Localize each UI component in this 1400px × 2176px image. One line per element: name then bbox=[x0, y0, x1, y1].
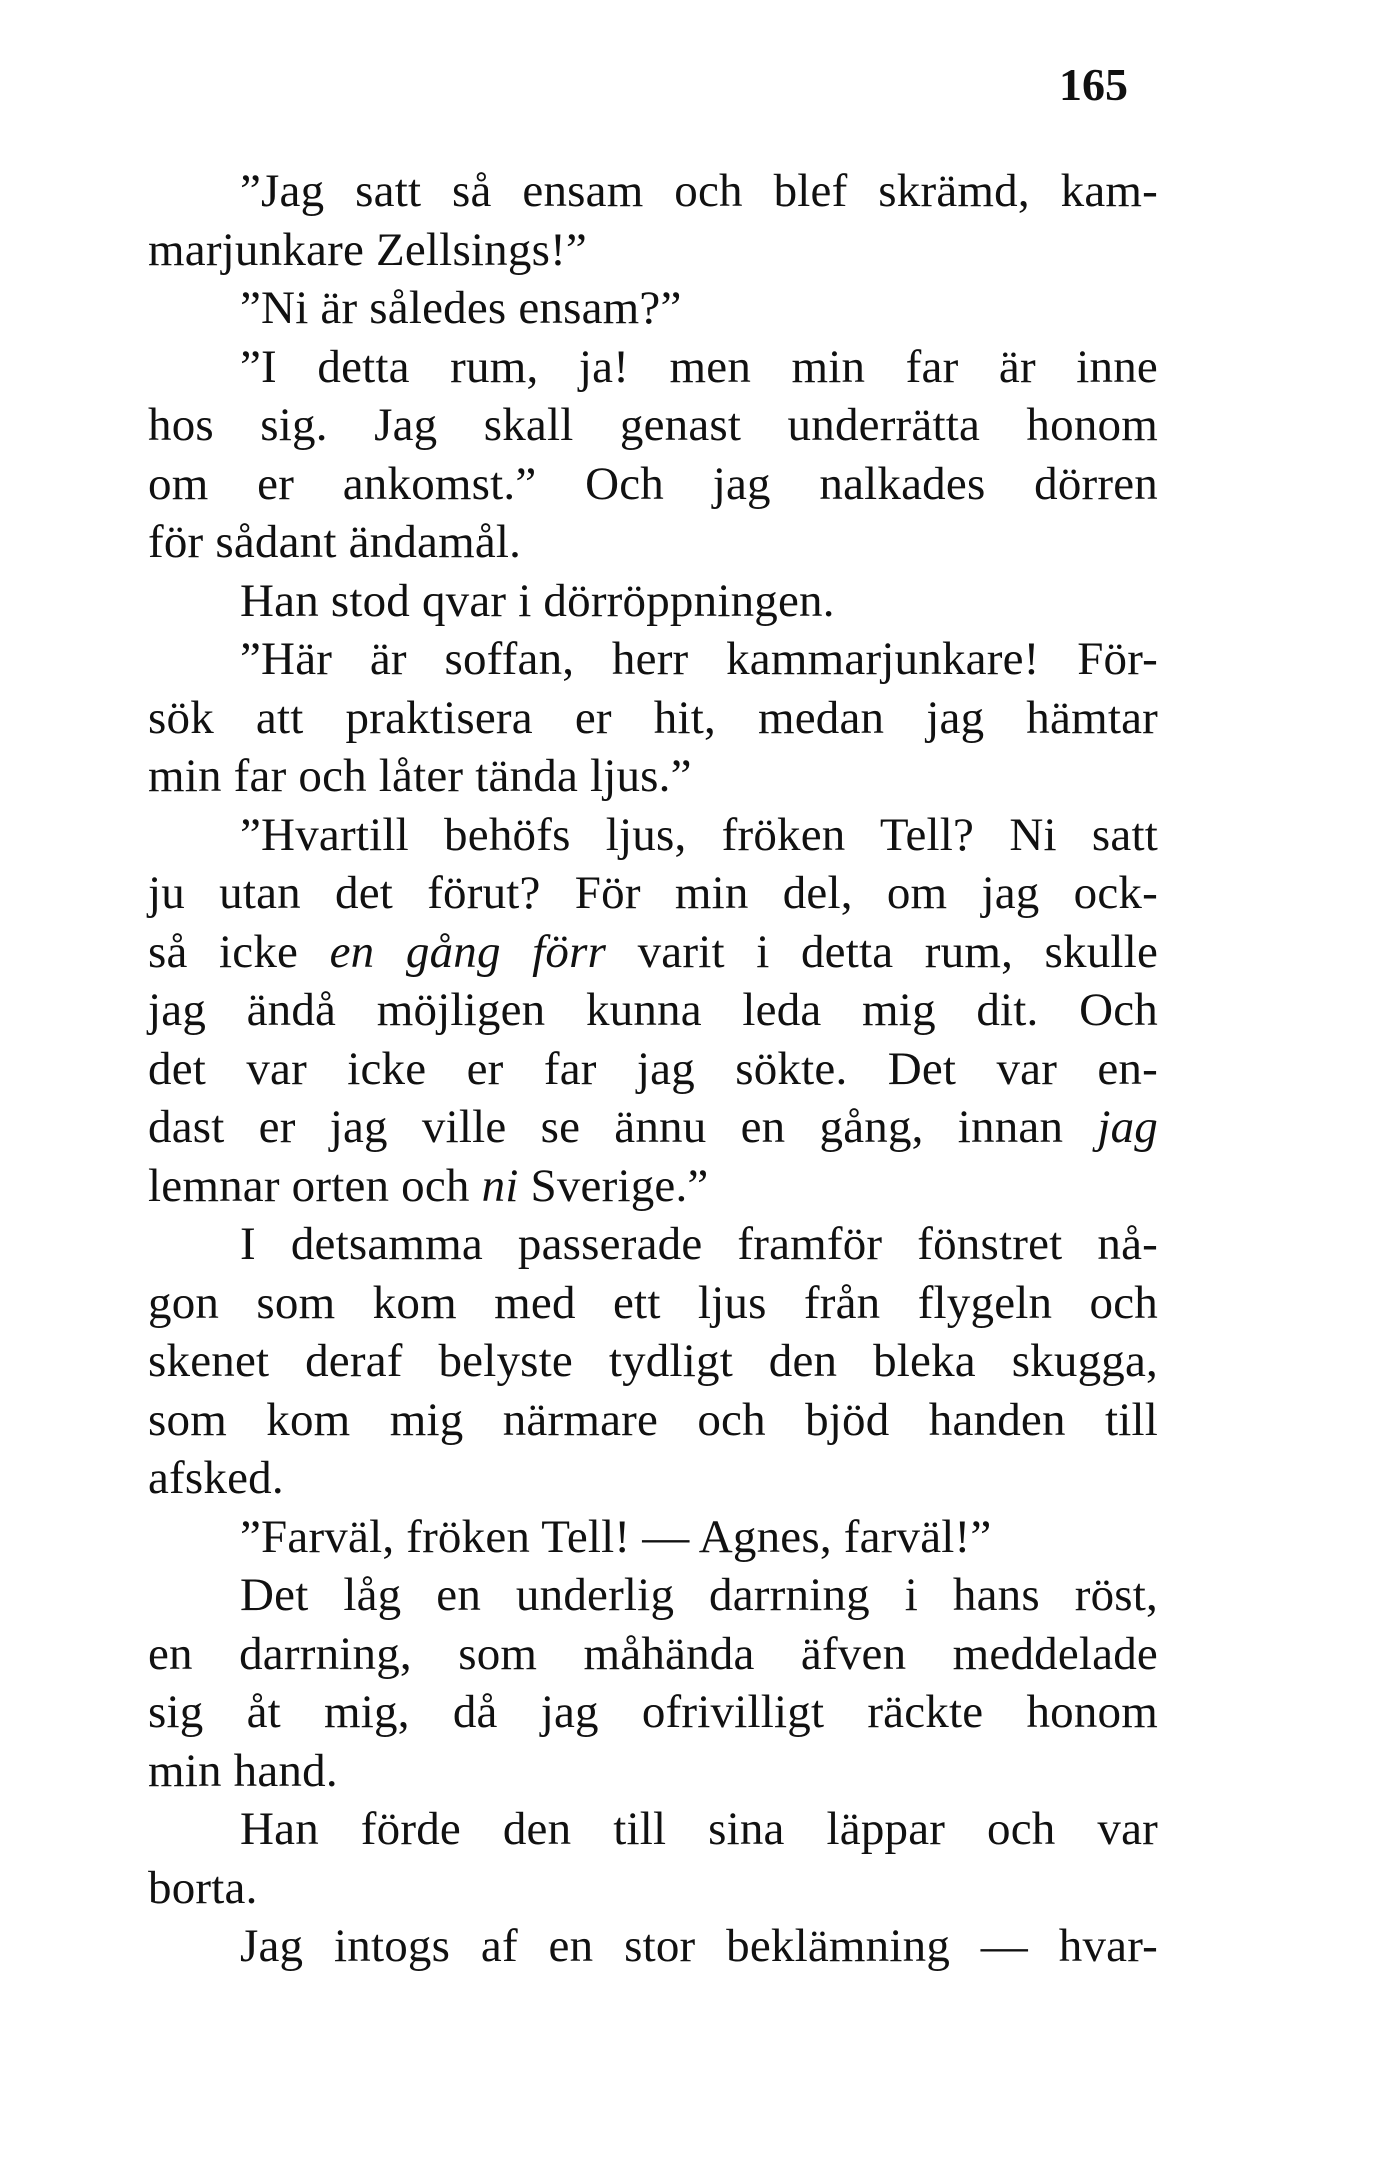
text-line: sök att praktisera er hit, medan jag hämtar bbox=[148, 691, 1158, 744]
text-line: skenet deraf belyste tydligt den bleka skugga, bbox=[148, 1335, 1158, 1387]
text-line: Jag intogs af en stor beklämning — hvar- bbox=[240, 1920, 1158, 1972]
text-line: om er ankomst.” Och jag nalkades dörren bbox=[148, 457, 1158, 510]
text-line: min far och låter tända ljus.” bbox=[148, 750, 692, 802]
italic-run: ni bbox=[481, 1159, 519, 1212]
text-line: marjunkare Zellsings!” bbox=[148, 223, 587, 276]
text-line: ”Ni är således ensam?” bbox=[240, 282, 682, 334]
text-run: dast er jag ville se ännu en gång, innan bbox=[148, 1101, 1098, 1153]
text-line: ”Farväl, fröken Tell! — Agnes, farväl!” bbox=[240, 1510, 992, 1563]
text-line: ”I detta rum, ja! men min far är inne bbox=[240, 340, 1158, 393]
text-line: Det låg en underlig darrning i hans röst, bbox=[240, 1569, 1158, 1621]
text-line bbox=[148, 1157, 1158, 1216]
text-line: ”Hvartill behöfs ljus, fröken Tell? Ni satt bbox=[240, 808, 1158, 861]
text-line: som kom mig närmare och bjöd handen till bbox=[148, 1393, 1158, 1446]
text-line: Han stod qvar i dörröppningen. bbox=[240, 574, 835, 627]
text-line bbox=[148, 923, 1158, 982]
text-line: Han förde den till sina läppar och var bbox=[240, 1803, 1158, 1855]
text-line: borta. bbox=[148, 1861, 258, 1914]
text-run: varit i detta rum, skulle bbox=[606, 925, 1159, 978]
text-line: ”Här är soffan, herr kammarjunkare! För- bbox=[240, 633, 1158, 685]
text-line: afsked. bbox=[148, 1452, 284, 1504]
text-line: gon som kom med ett ljus från flygeln och bbox=[148, 1276, 1158, 1329]
text-line: jag ändå möjligen kunna leda mig dit. Och bbox=[148, 984, 1158, 1036]
text-line: det var icke er far jag sökte. Det var en- bbox=[148, 1042, 1158, 1095]
text-line bbox=[148, 1098, 1158, 1157]
text-line: min hand. bbox=[148, 1744, 338, 1797]
text-line: ju utan det förut? För min del, om jag ock- bbox=[148, 867, 1158, 919]
body-text bbox=[148, 162, 1158, 1976]
text-line: för sådant ändamål. bbox=[148, 516, 522, 568]
italic-run: en gång förr bbox=[329, 925, 607, 978]
text-line: ”Jag satt så ensam och blef skrämd, kam- bbox=[240, 165, 1158, 217]
page-number: 165 bbox=[1059, 59, 1128, 110]
text-run: Sverige.” bbox=[518, 1159, 709, 1212]
italic-run: jag bbox=[1097, 1101, 1158, 1153]
text-line: I detsamma passerade framför fönstret nå- bbox=[240, 1218, 1158, 1270]
text-run: lemnar orten och bbox=[148, 1159, 482, 1212]
text-line: sig åt mig, då jag ofrivilligt räckte honom bbox=[148, 1686, 1158, 1738]
text-run: så icke bbox=[148, 925, 330, 978]
text-line: en darrning, som måhända äfven meddelade bbox=[148, 1627, 1158, 1680]
text-line: hos sig. Jag skall genast underrätta honom bbox=[148, 399, 1158, 451]
